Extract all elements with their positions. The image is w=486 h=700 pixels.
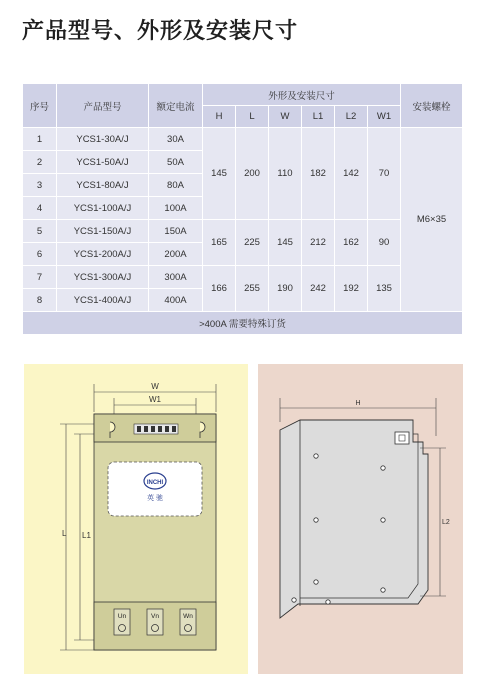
side-view-drawing <box>258 364 463 674</box>
table-footer-note: >400A 需要特殊订货 <box>23 312 463 335</box>
cell-l2: 162 <box>335 220 368 266</box>
front-view-drawing <box>24 364 248 674</box>
front-view-panel <box>24 364 248 674</box>
cell-current: 100A <box>149 197 203 220</box>
table-row <box>23 266 463 289</box>
header-bolt: 安装螺栓 <box>401 84 463 128</box>
cell-l2: 192 <box>335 266 368 312</box>
page-title: 产品型号、外形及安装尺寸 <box>22 19 299 44</box>
screw-hole-icon <box>326 600 330 604</box>
cell-w1: 70 <box>368 128 401 220</box>
screw-hole-icon <box>314 454 318 458</box>
cell-w: 145 <box>269 220 302 266</box>
dim-h-label: H <box>355 400 361 407</box>
cell-model: YCS1-50A/J <box>57 151 149 174</box>
header-dim-w: W <box>269 106 302 128</box>
terminal-label-wn: Wn <box>183 613 193 620</box>
cell-current: 200A <box>149 243 203 266</box>
terminal-label-vn: Vn <box>151 613 159 620</box>
screw-hole-icon <box>381 588 385 592</box>
cell-l: 255 <box>236 266 269 312</box>
screw-hole-icon <box>381 466 385 470</box>
cell-seq: 7 <box>23 266 57 289</box>
header-dim-l1: L1 <box>302 106 335 128</box>
cell-seq: 4 <box>23 197 57 220</box>
screw-hole-icon <box>381 518 385 522</box>
side-body <box>280 420 428 618</box>
dim-l1-label: L1 <box>82 531 91 540</box>
dim-l-label: L <box>62 529 67 538</box>
logo-text: INCHI <box>146 480 164 486</box>
cell-current: 80A <box>149 174 203 197</box>
header-seq: 序号 <box>23 84 57 128</box>
table-row <box>23 128 463 151</box>
cell-model: YCS1-150A/J <box>57 220 149 243</box>
cell-current: 30A <box>149 128 203 151</box>
header-model: 产品型号 <box>57 84 149 128</box>
logo-caption: 英 驰 <box>147 495 163 502</box>
cell-l: 200 <box>236 128 269 220</box>
header-dim-h: H <box>203 106 236 128</box>
cell-model: YCS1-400A/J <box>57 289 149 312</box>
screw-hole-icon <box>292 598 296 602</box>
header-current: 额定电流 <box>149 84 203 128</box>
cell-l1: 182 <box>302 128 335 220</box>
side-view-panel <box>258 364 463 674</box>
cell-current: 300A <box>149 266 203 289</box>
cell-h: 166 <box>203 266 236 312</box>
spec-table <box>22 83 463 335</box>
module-body <box>94 414 216 650</box>
cell-w: 110 <box>269 128 302 220</box>
header-dim-l: L <box>236 106 269 128</box>
dim-w-label: W <box>151 382 159 391</box>
cell-seq: 6 <box>23 243 57 266</box>
screw-hole-icon <box>314 580 318 584</box>
terminal-label-un: Un <box>117 613 127 620</box>
cell-current: 50A <box>149 151 203 174</box>
cell-h: 145 <box>203 128 236 220</box>
table-row <box>23 220 463 243</box>
cell-model: YCS1-80A/J <box>57 174 149 197</box>
header-dim-w1: W1 <box>368 106 401 128</box>
cell-w: 190 <box>269 266 302 312</box>
cell-model: YCS1-100A/J <box>57 197 149 220</box>
dim-l2-label: L2 <box>442 519 450 526</box>
cell-l1: 212 <box>302 220 335 266</box>
cell-seq: 3 <box>23 174 57 197</box>
cell-current: 150A <box>149 220 203 243</box>
cell-current: 400A <box>149 289 203 312</box>
cell-l: 225 <box>236 220 269 266</box>
cell-l1: 242 <box>302 266 335 312</box>
cell-w1: 90 <box>368 220 401 266</box>
cell-seq: 1 <box>23 128 57 151</box>
cell-bolt: M6×35 <box>401 128 463 312</box>
header-dim-l2: L2 <box>335 106 368 128</box>
cell-l2: 142 <box>335 128 368 220</box>
dim-w1-label: W1 <box>149 395 161 404</box>
cell-h: 165 <box>203 220 236 266</box>
cell-w1: 135 <box>368 266 401 312</box>
cell-model: YCS1-200A/J <box>57 243 149 266</box>
cell-seq: 8 <box>23 289 57 312</box>
header-dims-group: 外形及安装尺寸 <box>203 84 401 106</box>
cell-seq: 5 <box>23 220 57 243</box>
cell-seq: 2 <box>23 151 57 174</box>
screw-hole-icon <box>314 518 318 522</box>
cell-model: YCS1-300A/J <box>57 266 149 289</box>
cell-model: YCS1-30A/J <box>57 128 149 151</box>
